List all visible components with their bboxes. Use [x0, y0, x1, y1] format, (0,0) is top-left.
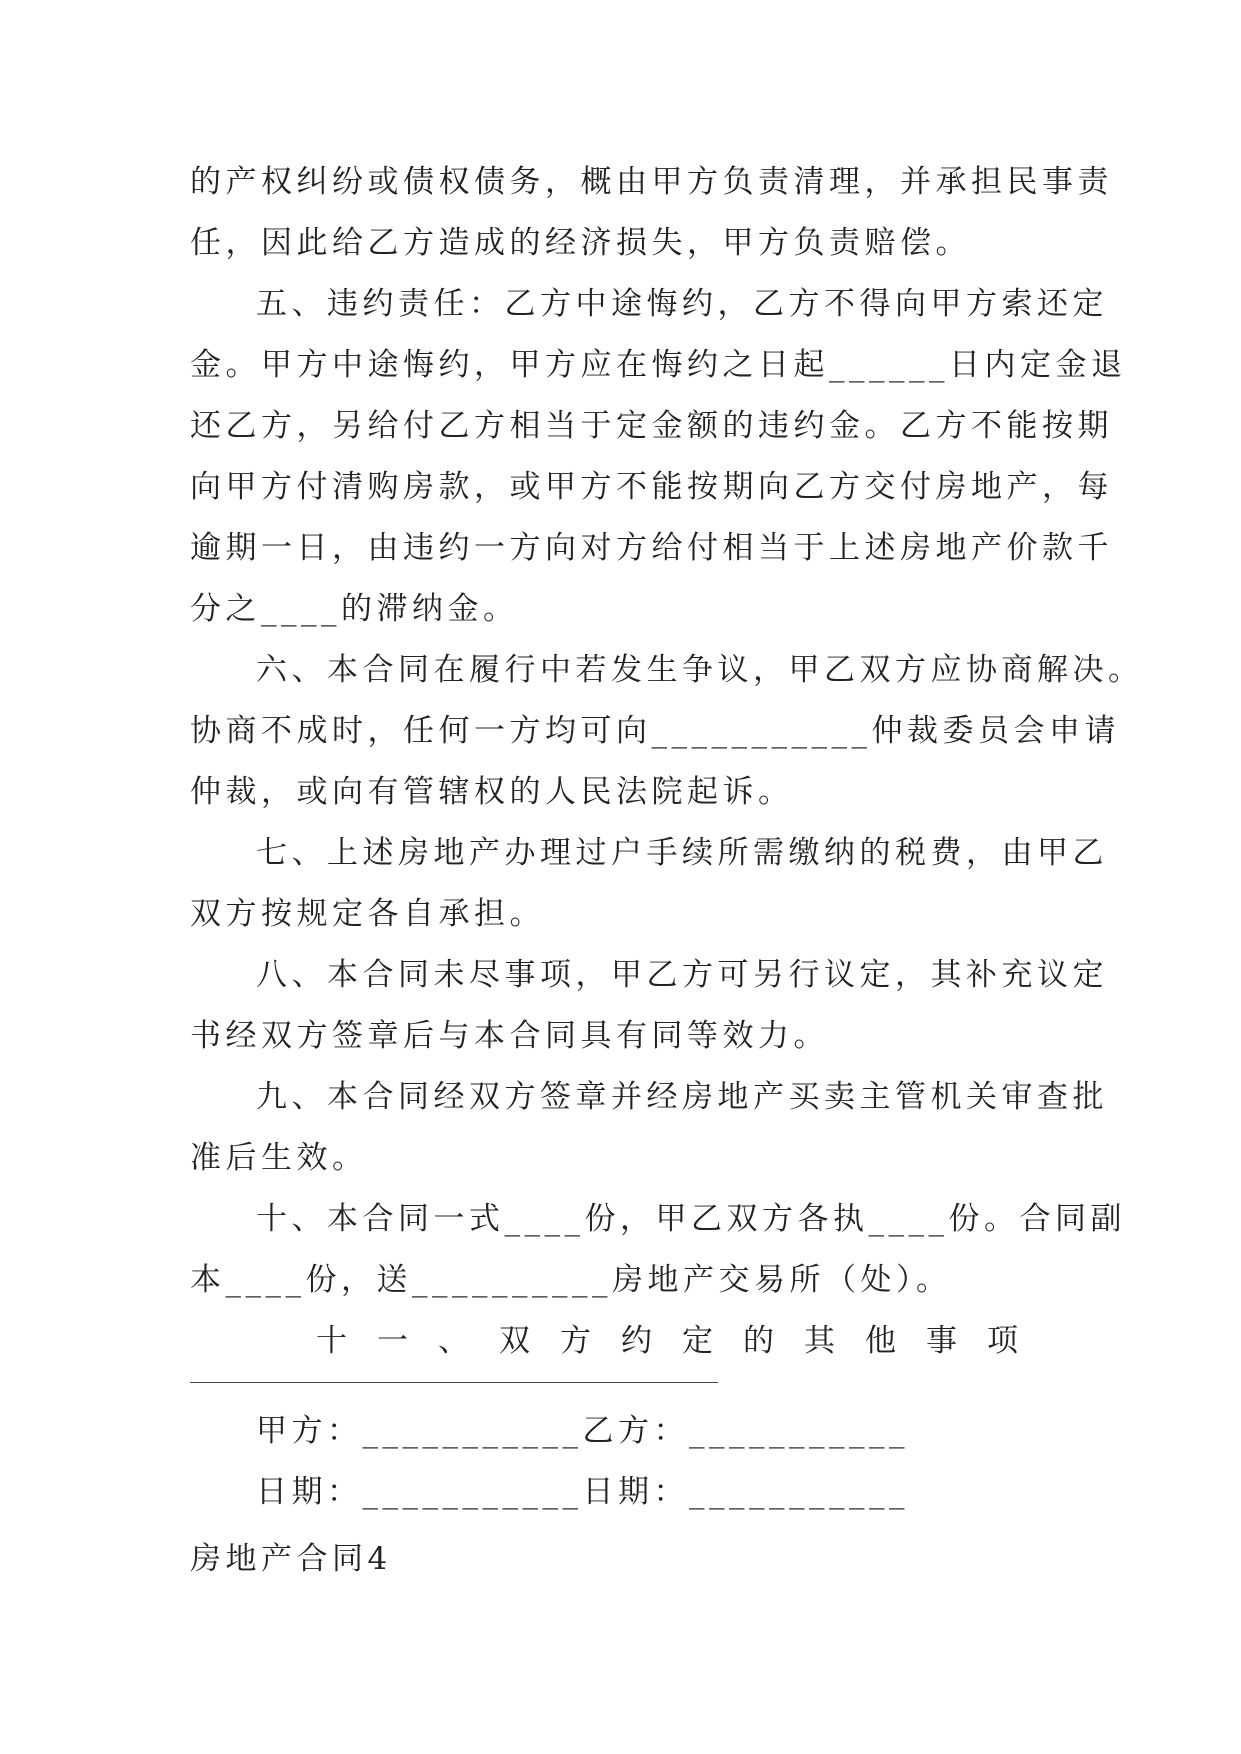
next-section-heading: 房地产合同4 — [190, 1541, 392, 1577]
date-signature-row: 日期：___________日期：___________ — [256, 1474, 909, 1510]
text-line: 双方按规定各自承担。 — [190, 896, 545, 932]
text-line: 还乙方，另给付乙方相当于定金额的违约金。乙方不能按期 — [190, 408, 1113, 444]
clause-9-line: 九、本合同经双方签章并经房地产买卖主管机关审查批 — [256, 1079, 1108, 1115]
text-line: 仲裁，或向有管辖权的人民法院起诉。 — [190, 774, 794, 810]
party-signature-row: 甲方：___________乙方：___________ — [256, 1413, 909, 1449]
clause-11-line: 十一、双方约定的其他事项 — [316, 1323, 1048, 1359]
text-line: 准后生效。 — [190, 1140, 368, 1176]
text-line: 协商不成时，任何一方均可向___________仲裁委员会申请 — [190, 713, 1120, 749]
text-line: 书经双方签章后与本合同具有同等效力。 — [190, 1018, 829, 1054]
clause-6-line: 六、本合同在履行中若发生争议，甲乙双方应协商解决。 — [256, 652, 1144, 688]
text-line: 逾期一日，由违约一方向对方给付相当于上述房地产价款千 — [190, 530, 1113, 566]
text-line: 的产权纠纷或债权债务，概由甲方负责清理，并承担民事责 — [190, 164, 1113, 200]
text-line: 任，因此给乙方造成的经济损失，甲方负责赔偿。 — [190, 225, 971, 261]
clause-8-line: 八、本合同未尽事项，甲乙方可另行议定，其补充议定 — [256, 957, 1108, 993]
blank-rule — [190, 1382, 718, 1383]
text-line: 本____份，送__________房地产交易所（处）。 — [190, 1262, 952, 1298]
clause-10-line: 十、本合同一式____份，甲乙双方各执____份。合同副 — [256, 1201, 1126, 1237]
clause-5-line: 五、违约责任：乙方中途悔约，乙方不得向甲方索还定 — [256, 286, 1108, 322]
clause-7-line: 七、上述房地产办理过户手续所需缴纳的税费，由甲乙 — [256, 835, 1108, 871]
text-line: 向甲方付清购房款，或甲方不能按期向乙方交付房地产，每 — [190, 469, 1113, 505]
text-line: 金。甲方中途悔约，甲方应在悔约之日起______日内定金退 — [190, 347, 1127, 383]
contract-page — [190, 152, 1144, 1590]
text-line: 分之____的滞纳金。 — [190, 591, 519, 627]
